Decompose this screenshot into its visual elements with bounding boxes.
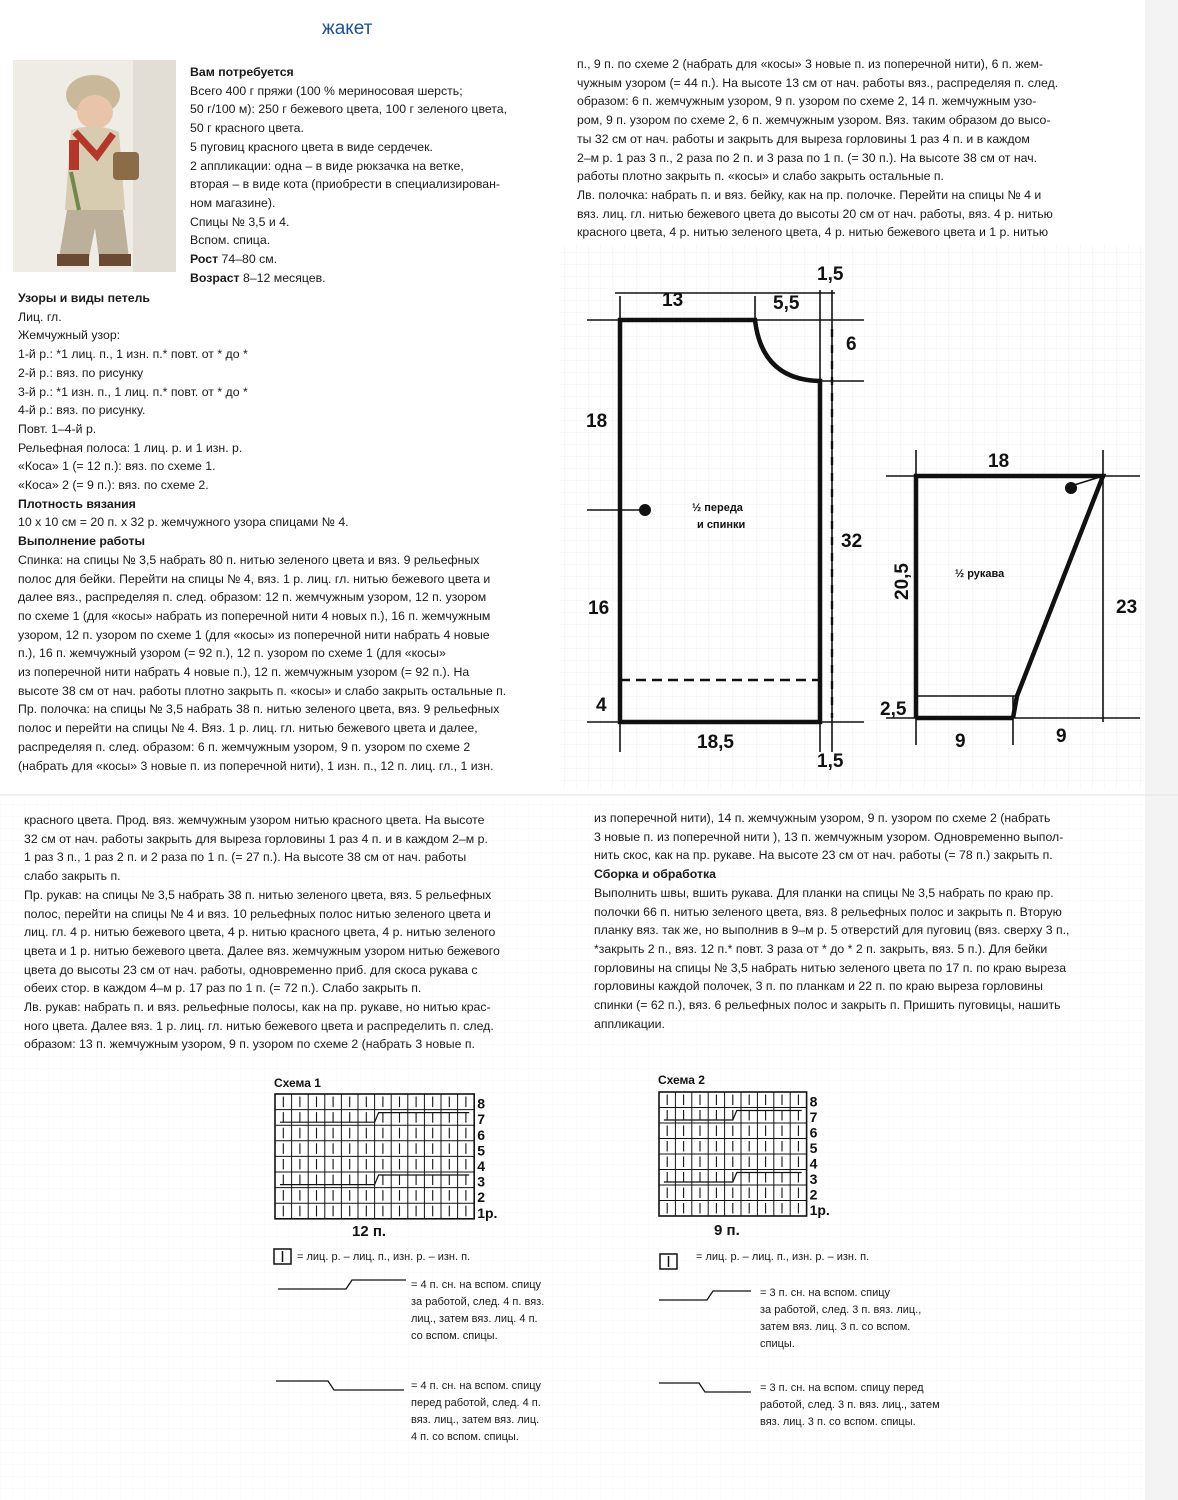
dim-body-width: 18,5 [697,732,734,753]
body-label-line2: и спинки [697,519,746,531]
legend-line: = 4 п. сн. на вспом. спицу [411,1279,542,1291]
row-number: 8 [809,1093,818,1110]
right-column [577,55,1058,242]
materials-line: ном магазине). [190,195,276,210]
text-line: лиц. гл. 4 р. нитью бежевого цвета, 4 р. нитью красного цвета, 4 р. нитью зеленого [24,925,496,940]
text-line: Выполнить швы, вшить рукава. Для планки на спицы № 3,5 набрать по краю пр. [594,885,1054,900]
row-number: 2 [477,1189,485,1206]
row-number: 1р. [477,1204,498,1221]
row-number: 7 [809,1109,818,1125]
text-line: вяз. лиц. гл. нитью бежевого цвета до высоты 20 см от нач. работы, вяз. 4 р. нитью [577,206,1053,221]
text-line: 3 новые п. из поперечной нити ), 13 п. жемчужным узором. Одновременно выпол- [594,829,1064,844]
materials-block [190,63,507,287]
child-photo [13,60,176,272]
text-line: «Коса» 2 (= 9 п.): вяз. по схеме 2. [18,478,209,493]
body-label-line1: ½ переда [692,502,743,514]
scheme-1-chart [270,1070,510,1240]
scheme-2-legend-knit: = лиц. р. – лиц. п., изн. р. – изн. п. [696,1251,870,1263]
age-value: 8–12 месяцев. [239,270,326,285]
text-line: ром, 9 п. узором по схеме 2, 6 п. жемчужным узором. Вяз. таким образом до высо- [577,113,1051,128]
text-line: 3-й р.: *1 изн. п., 1 лиц. п.* повт. от * до * [18,384,248,399]
dim-body-lower: 16 [588,598,610,619]
scheme-1-row-numbers [477,1096,497,1221]
text-line: далее вяз., распределяя п. след. образом: 12 п. жемчужным узором, 12 п. узором [18,590,487,605]
text-line: Рельефная полоса: 1 лиц. р. и 1 изн. р. [18,440,243,455]
text-line: из поперечной нити), 14 п. жемчужным узором, 9 п. узором по схеме 2 (набрать [594,811,1051,825]
text-line: чужным узором (= 44 п.). На высоте 13 см от нач. работы вяз., распределяя п. след. [577,75,1059,90]
text-line: Повт. 1–4-й р. [18,421,97,436]
materials-line: Спицы № 3,5 и 4. [190,214,290,229]
scheme-2-legend-cable-front [760,1380,940,1431]
materials-line: 50 г красного цвета. [190,121,304,136]
text-line: красного цвета. Прод. вяз. жемчужным узором нитью красного цвета. На высоте [24,813,485,827]
text-line: цвета до высоты 23 см от нач. работы, одновременно приб. для скоса рукава с [24,962,478,977]
text-line: полочки 66 п. нитью зеленого цвета, вяз. 8 рельефных полос и закрыть п. Вторую [594,904,1062,919]
text-line: образом: 13 п. жемчужным узором, 9 п. узором по схеме 2 (набрать 3 новые п. [24,1037,475,1052]
scheme-1-legend-cable-back [411,1277,544,1345]
pattern-schematic [560,258,1150,778]
text-line: обеих стор. в каждом 4–м р. 17 раз по 1 п. (= 72 п.). Слабо закрыть п. [24,981,422,996]
knit-stitch-symbol [659,1253,679,1271]
legend-line: со вспом. спицы. [411,1330,498,1342]
text-line: узором, 12 п. узором по схеме 1 (для «косы» из поперечной нити набрать 4 новые [18,627,490,642]
sleeve-marker [1065,482,1077,494]
row-number: 7 [477,1111,485,1128]
row-number: 4 [477,1158,485,1174]
text-line: полос, перейти на спицы № 4 и вяз. 10 рельефных полос нитью зеленого цвета и [24,906,491,921]
materials-line: вторая – в виде кота (приобрести в специализирован- [190,177,501,192]
text-line: 2-й р.: вяз. по рисунку [18,365,144,380]
dim-sleeve-band: 2,5 [880,699,907,720]
cable-front-symbol [659,1380,754,1396]
dim-sleeve-slope: 20,5 [892,563,913,600]
text-line: 32 см от нач. работы закрыть для выреза горловины 1 раз 4 п. и в каждом 2–м р. [24,831,488,846]
scheme-2-chart [655,1070,855,1240]
text-line: (набрать для «косы» 3 новые п. из поперечной нити), 1 изн. п., 12 п. лиц. гл., 1 изн. [18,758,494,773]
text-line: слабо закрыть п. [24,869,121,884]
section-heading: Выполнение работы [18,534,146,549]
height-label: Рост [190,252,219,267]
cable-back-symbol [278,1277,408,1293]
text-line: аппликации. [594,1016,665,1031]
text-line: цвета и 1 р. нитью бежевого цвета. Далее вяз. жемчужным узором нитью бежевого [24,943,500,958]
scheme-2-grid [659,1092,807,1216]
legend-line: спицы. [760,1338,795,1350]
sleeve-label: ½ рукава [955,568,1005,580]
text-line: образом: 6 п. жемчужным узором, 9 п. узором по схеме 2, 14 п. жемчужным узо- [577,94,1037,109]
materials-line: 50 г/100 м): 250 г бежевого цвета, 100 г зеленого цвета, [190,102,508,117]
dim-body-edge-bottom: 1,5 [817,751,844,772]
legend-line: за работой, след. 4 п. вяз. [411,1296,545,1308]
legend-line: 4 п. со вспом. спицы. [411,1431,519,1443]
section-heading: Плотность вязания [18,496,136,511]
materials-line: Вспом. спица. [190,233,271,248]
row-number: 8 [477,1095,485,1112]
left-column [18,289,506,775]
row-number: 5 [477,1142,485,1159]
text-line: Спинка: на спицы № 3,5 набрать 80 п. нитью зеленого цвета и вяз. 9 рельефных [18,552,480,567]
scheme-1-grid [275,1094,474,1219]
legend-line: = 4 п. сн. на вспом. спицу [411,1380,542,1392]
text-line: из поперечной нити набрать 4 новые п.), 12 п. жемчужным узором (= 92 п.). На [18,665,470,680]
sleeve-outline [886,450,1140,745]
dim-neck-depth: 6 [846,334,857,355]
text-line: работы плотно закрыть п. «косы» и слабо закрыть остальные п. [577,169,944,184]
legend-line: за работой, след. 3 п. вяз. лиц., [760,1304,922,1316]
text-line: Пр. полочка: на спицы № 3,5 набрать 38 п. нитью зеленого цвета, вяз. 9 рельефных [18,702,500,717]
text-line: планку вяз. так же, но выполнив в 9–м р. 5 отверстий для пуговиц (вяз. сверху 3 п., [594,923,1070,938]
text-line: полос и перейти на спицы № 4. Вяз. 1 р. лиц. гл. нитью бежевого цвета и далее, [18,721,478,736]
scheme-2-title: Схема 2 [658,1073,705,1087]
row-number: 3 [809,1171,818,1187]
bottom-right-column [594,809,1069,1033]
scheme-1-width-label: 12 п. [352,1223,387,1240]
scheme-2-row-numbers [810,1094,830,1219]
materials-heading: Вам потребуется [190,65,294,79]
section-heading: Узоры и виды петель [18,291,150,305]
text-line: Лв. полочка: набрать п. и вяз. бейку, как на пр. полочке. Перейти на спицы № 4 и [577,187,1042,202]
text-line: 4-й р.: вяз. по рисунку. [18,403,146,418]
dim-sleeve-base-left: 9 [955,731,966,752]
row-number: 4 [809,1155,818,1172]
legend-line: вяз. лиц. 3 п. со вспом. спицы. [760,1416,916,1428]
scheme-1-title: Схема 1 [274,1076,321,1090]
legend-line: = 3 п. сн. на вспом. спицу [760,1287,891,1299]
dim-sleeve-top: 18 [988,451,1010,472]
body-marker [639,504,651,516]
materials-line: 5 пуговиц красного цвета в виде сердечек. [190,139,433,154]
text-line: Лв. рукав: набрать п. и вяз. рельефные полосы, как на пр. рукаве, но нитью крас- [24,1000,491,1015]
text-line: ного цвета. Далее вяз. 1 р. лиц. гл. нитью бежевого цвета и распределить п. след. [24,1018,494,1033]
scheme-2-legend-cable-back [760,1285,921,1353]
text-line: красного цвета, 4 р. нитью зеленого цвета, 4 р. нитью бежевого цвета и 1 р. нитью [577,225,1049,240]
page-title: жакет [322,18,373,39]
age-line [190,269,507,288]
text-line: п.), 16 п. жемчужный узором (= 92 п.), 12 п. узором по схеме 1 (для «косы» [18,646,446,661]
scheme-1-legend-knit: = лиц. р. – лиц. п., изн. р. – изн. п. [297,1251,471,1263]
dim-body-top-neck: 5,5 [773,293,800,314]
cable-front-symbol [276,1378,406,1394]
text-line: Лиц. гл. [18,309,62,324]
text-line: спинки (= 62 п.), вяз. 6 рельефных полос и закрыть п. Пришить пуговицы, нашить [594,998,1061,1013]
materials-line: Всего 400 г пряжи (100 % мериносовая шерсть; [190,83,463,98]
text-line: горловины на спицы № 3,5 набрать нитью зеленого цвета по 17 п. по краю выреза [594,960,1067,975]
text-line: 2–м р. 1 раз 3 п., 2 раза по 2 п. и 3 раза по 1 п. (= 30 п.). На высоте 38 см от нач. [577,150,1038,165]
scheme-2-width-label: 9 п. [714,1222,740,1239]
text-line: высоте 38 см от нач. работы плотно закрыть п. «косы» и слабо закрыть остальные п. [18,683,507,698]
legend-line: перед работой, след. 4 п. [411,1397,541,1409]
text-line: по схеме 1 (для «косы» набрать из поперечной нити 4 новых п.), 16 п. жемчужным [18,608,491,623]
dim-body-top-left: 13 [662,290,684,311]
scheme-1-legend-cable-front [411,1378,541,1446]
row-number: 6 [809,1124,818,1141]
text-line: полос для бейки. Перейти на спицы № 4, вяз. 1 р. лиц. гл. нитью бежевого цвета и [18,571,491,586]
dim-body-band: 4 [596,695,607,716]
age-label: Возраст [190,270,240,285]
text-line: горловины каждой полочек, 3 п. по планкам и 22 п. по краю выреза горловины [594,979,1043,994]
text-line: 10 х 10 см = 20 п. х 32 р. жемчужного узора спицами № 4. [18,515,349,530]
legend-line: вяз. лиц., затем вяз. лиц. [411,1414,540,1426]
text-line: *закрыть 2 п., вяз. 12 п.* повт. 3 раза от * до * 2 п. закрыть, вяз. 5 п.). Для бейки [594,941,1048,956]
dim-body-edge-top: 1,5 [817,264,844,285]
dim-body-upper: 18 [586,411,608,432]
bottom-left-column [24,811,500,1054]
height-line [190,250,507,269]
text-line: нить скос, как на пр. рукаве. На высоте 23 см от нач. работы (= 78 п.) закрыть п. [594,848,1053,863]
text-line: «Коса» 1 (= 12 п.): вяз. по схеме 1. [18,459,216,474]
dim-sleeve-height: 23 [1116,597,1138,618]
text-line: Пр. рукав: на спицы № 3,5 набрать 38 п. нитью зеленого цвета, вяз. 5 рельефных [24,887,492,902]
row-number: 6 [477,1126,485,1143]
dim-body-height: 32 [841,531,863,552]
text-line: 1-й р.: *1 лиц. п., 1 изн. п.* повт. от * до * [18,347,248,362]
row-number: 3 [477,1173,485,1190]
knit-stitch-symbol [273,1248,293,1266]
text-line: Жемчужный узор: [18,328,121,343]
text-line: п., 9 п. по схеме 2 (набрать для «косы» 3 новые п. из поперечной нити), 6 п. жем- [577,57,1043,71]
text-line: 1 раз 3 п., 1 раз 2 п. и 2 раза по 1 п. (= 27 п.). На высоте 38 см от нач. работы [24,850,467,865]
section-heading: Сборка и обработка [594,867,716,882]
row-number: 5 [809,1140,818,1156]
text-line: ты 32 см от нач. работы и закрыть для выреза горловины 1 раз 4 п. и в каждом [577,131,1030,146]
dim-sleeve-base-right: 9 [1056,726,1067,747]
legend-line: лиц., затем вяз. лиц. 4 п. [411,1313,538,1325]
legend-line: затем вяз. лиц. 3 п. со вспом. [760,1321,911,1333]
legend-line: работой, след. 3 п. вяз. лиц., затем [760,1399,940,1411]
cable-back-symbol [659,1288,754,1304]
height-value: 74–80 см. [218,252,278,267]
text-line: распределяя п. след. образом: 6 п. жемчужным узором, 9 п. узором по схеме 2 [18,739,471,754]
legend-line: = 3 п. сн. на вспом. спицу перед [760,1382,924,1394]
row-number: 2 [809,1186,818,1203]
materials-line: 2 аппликации: одна – в виде рюкзачка на ветке, [190,158,464,173]
row-number: 1р. [809,1202,830,1218]
